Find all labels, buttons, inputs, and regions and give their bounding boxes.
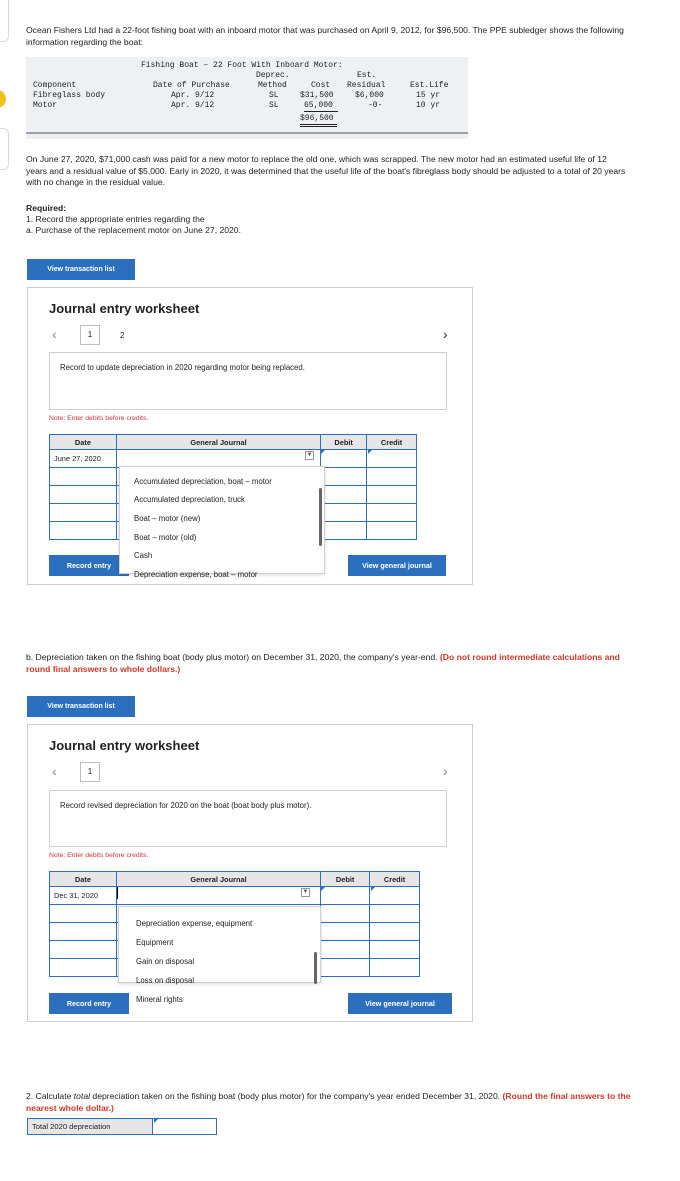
question-2-text <box>26 1091 651 1114</box>
credit-input[interactable] <box>367 468 417 486</box>
instruction-box <box>49 790 447 847</box>
credit-input[interactable] <box>367 504 417 522</box>
instruction-text: Record revised depreciation for 2020 on the boat (boat body plus motor). <box>60 801 312 810</box>
ppe-cell: 15 yr <box>416 91 441 100</box>
table-row <box>50 450 417 468</box>
ppe-header-date: Date of Purchase <box>153 81 230 90</box>
ppe-header-method: Method <box>258 81 287 90</box>
debit-input[interactable] <box>321 887 370 905</box>
account-dropdown-list[interactable] <box>118 906 321 1004</box>
total-depreciation-input[interactable] <box>154 1119 216 1134</box>
record-entry-button[interactable]: Record entry <box>49 555 129 576</box>
total-depreciation-label: Total 2020 depreciation <box>28 1119 153 1134</box>
dropdown-option[interactable]: Loss on disposal <box>136 976 195 985</box>
question-2-emphasis: (Round the final answers to the nearest whole dollar.) <box>26 1091 631 1113</box>
ppe-header-component: Component <box>33 81 77 90</box>
date-cell[interactable] <box>50 504 117 522</box>
instruction-box <box>49 352 447 410</box>
part-b-body: b. Depreciation taken on the fishing boat (body plus motor) on December 31, 2020, the company's year-end. <box>26 652 438 662</box>
date-value: Dec 31, 2020 <box>54 891 98 900</box>
date-cell[interactable] <box>50 468 117 486</box>
ppe-cell: Motor <box>33 101 58 110</box>
dropdown-option[interactable]: Depreciation expense, boat – motor <box>134 570 258 579</box>
chevron-right-icon[interactable]: › <box>443 763 448 779</box>
column-header-credit: Credit <box>367 435 417 450</box>
required-item-1a: a. Purchase of the replacement motor on June 27, 2020. <box>26 225 241 235</box>
input-flag-icon <box>321 450 325 454</box>
column-header-journal: General Journal <box>116 872 320 887</box>
question-2-italic: total <box>73 1091 91 1101</box>
ppe-cell: SL <box>269 91 279 100</box>
page-number: 1 <box>87 330 93 339</box>
dropdown-option[interactable]: Gain on disposal <box>136 957 195 966</box>
view-general-journal-button[interactable]: View general journal <box>348 555 446 576</box>
total-depreciation-row <box>27 1118 217 1135</box>
account-dropdown-list[interactable] <box>119 466 325 579</box>
ppe-header-life: Est.Life <box>410 81 449 90</box>
view-general-journal-button[interactable]: View general journal <box>348 993 452 1014</box>
credit-input[interactable] <box>370 941 420 959</box>
ppe-total: $96,500 <box>300 114 337 127</box>
dropdown-scrollbar[interactable] <box>319 488 322 546</box>
column-header-debit: Debit <box>321 435 367 450</box>
chevron-right-icon[interactable]: › <box>443 326 448 342</box>
ppe-header-est: Est. <box>357 71 377 80</box>
part-b-emphasis: (Do not round intermediate calculations and round final answers to whole dollars.) <box>26 652 620 674</box>
credit-input[interactable] <box>370 959 420 977</box>
dropdown-arrow-icon[interactable]: ▼ <box>302 889 309 895</box>
date-cell[interactable] <box>50 905 117 923</box>
ppe-cell: 65,000 <box>304 101 338 112</box>
account-select[interactable] <box>116 887 320 905</box>
note-text: Note: Enter debits before credits. <box>49 415 149 422</box>
dropdown-option[interactable]: Accumulated depreciation, truck <box>134 495 245 504</box>
debit-input[interactable] <box>321 486 367 504</box>
debit-input[interactable] <box>321 522 367 540</box>
question-2-body: depreciation taken on the fishing boat (body plus motor) for the company's year ended December 31, 2020. <box>90 1091 501 1101</box>
ppe-header-deprec: Deprec. <box>256 71 290 80</box>
date-cell[interactable] <box>50 486 117 504</box>
dropdown-option[interactable]: Cash <box>134 551 153 560</box>
credit-input[interactable] <box>367 486 417 504</box>
column-header-debit: Debit <box>321 872 370 887</box>
text-cursor <box>117 887 118 899</box>
chevron-left-icon[interactable]: ‹ <box>52 763 57 779</box>
ppe-divider <box>26 132 468 137</box>
instruction-text: Record to update depreciation in 2020 regarding motor being replaced. <box>60 363 305 372</box>
worksheet-title: Journal entry worksheet <box>49 301 200 316</box>
ppe-header-cost: Cost <box>311 81 331 90</box>
scenario-text: On June 27, 2020, $71,000 cash was paid for a new motor to replace the old one, which was scrapped. The new motor had an estimated useful life of 12 years and a residual value of $5,000. Early in 2020, it was determined that the useful life of the boat's fibreglass body should be adjusted to a total of 20 years with no change in the residual value. <box>26 154 626 187</box>
dropdown-arrow-icon[interactable]: ▼ <box>306 452 313 458</box>
dropdown-option[interactable]: Mineral rights <box>136 995 183 1004</box>
ppe-title: Fishing Boat – 22 Foot With Inboard Motor: <box>141 61 343 70</box>
debit-input[interactable] <box>321 468 367 486</box>
view-transaction-list-button[interactable]: View transaction list <box>27 696 135 717</box>
debit-input[interactable] <box>321 923 370 941</box>
left-tab-marker <box>0 0 9 42</box>
credit-input[interactable] <box>367 522 417 540</box>
intro-text: Ocean Fishers Ltd had a 22-foot fishing boat with an inboard motor that was purchased on April 9, 2012, for $96,500. The PPE subledger shows the following information regarding the boat: <box>26 25 624 47</box>
credit-input[interactable] <box>370 887 420 905</box>
date-cell[interactable] <box>50 887 117 905</box>
input-flag-icon <box>154 1119 158 1123</box>
date-cell[interactable] <box>50 522 117 540</box>
dropdown-option[interactable]: Accumulated depreciation, boat – motor <box>134 477 272 486</box>
date-cell[interactable] <box>50 923 117 941</box>
date-cell[interactable] <box>50 941 117 959</box>
required-heading: Required: <box>26 203 67 213</box>
ppe-cell: Apr. 9/12 <box>171 91 215 100</box>
debit-input[interactable] <box>321 905 370 923</box>
input-flag-icon <box>371 887 375 891</box>
page-tab-1[interactable] <box>80 762 100 782</box>
account-select[interactable] <box>116 450 320 468</box>
left-tab-marker <box>0 128 9 170</box>
date-cell[interactable] <box>50 959 117 977</box>
note-text: Note: Enter debits before credits. <box>49 852 149 859</box>
ppe-cell: SL <box>269 101 279 110</box>
required-item-1: 1. Record the appropriate entries regarding the <box>26 214 205 224</box>
input-flag-icon <box>368 450 372 454</box>
status-marker <box>0 90 6 108</box>
ppe-cell: $31,500 <box>300 91 334 100</box>
ppe-cell: Apr. 9/12 <box>171 101 215 110</box>
credit-input[interactable] <box>370 923 420 941</box>
page-tab-2[interactable]: 2 <box>120 331 125 340</box>
column-header-date: Date <box>50 435 117 450</box>
debit-input[interactable] <box>321 959 370 977</box>
question-2-prefix: 2. Calculate <box>26 1091 74 1101</box>
credit-input[interactable] <box>367 450 417 468</box>
worksheet-title: Journal entry worksheet <box>49 738 200 753</box>
debit-input[interactable] <box>321 450 367 468</box>
date-value: June 27, 2020 <box>54 454 101 463</box>
page-number: 1 <box>87 767 93 776</box>
credit-input[interactable] <box>370 905 420 923</box>
date-cell[interactable] <box>50 450 117 468</box>
debit-input[interactable] <box>321 941 370 959</box>
debit-input[interactable] <box>321 504 367 522</box>
view-transaction-list-button[interactable]: View transaction list <box>27 259 135 280</box>
ppe-header-residual: Residual <box>347 81 386 90</box>
ppe-cell: -0- <box>368 101 383 110</box>
dropdown-option[interactable]: Boat – motor (old) <box>134 533 197 542</box>
dropdown-option[interactable]: Equipment <box>136 938 174 947</box>
dropdown-option[interactable]: Depreciation expense, equipment <box>136 919 253 928</box>
dropdown-option[interactable]: Boat – motor (new) <box>134 514 201 523</box>
record-entry-button[interactable]: Record entry <box>49 993 129 1014</box>
table-row <box>50 887 420 905</box>
part-b-text <box>26 652 626 675</box>
chevron-left-icon[interactable]: ‹ <box>52 326 57 342</box>
page-tab-1[interactable] <box>80 325 100 345</box>
column-header-journal: General Journal <box>116 435 320 450</box>
dropdown-scrollbar[interactable] <box>314 952 317 984</box>
ppe-cell: 10 yr <box>416 101 441 110</box>
column-header-date: Date <box>50 872 117 887</box>
ppe-cell: $6,000 <box>355 91 384 100</box>
column-header-credit: Credit <box>370 872 420 887</box>
ppe-cell: Fibreglass body <box>33 91 106 100</box>
input-flag-icon <box>321 887 325 891</box>
